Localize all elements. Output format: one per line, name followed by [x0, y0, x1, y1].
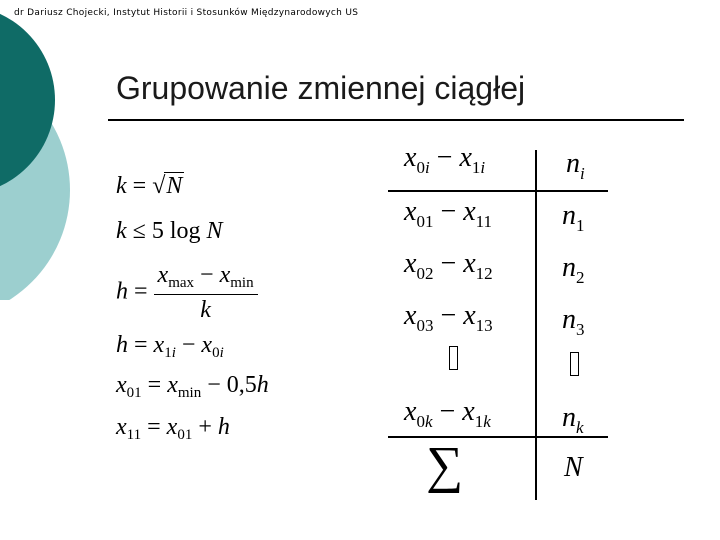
table-total: N	[564, 452, 583, 483]
table-row-count: $n_3$	[562, 304, 585, 339]
table-row-count: $n_1$	[562, 200, 585, 235]
formula-x11: $x_{11} = x_{01} + h$	[116, 414, 230, 443]
formula-log: k ≤ 5 log N	[116, 218, 223, 244]
table-vertical-divider	[535, 150, 537, 500]
table-ellipsis-right	[570, 352, 579, 384]
formula-x01: $x_{01} = x_{min} - 0,5h$	[116, 372, 269, 401]
table-row-interval: $x_{03} - x_{13}$	[404, 300, 493, 335]
table-header-interval: $x_{0i} - x_{1i}$	[404, 142, 486, 177]
formula-h-diff: $h = x_{1i} - x_{0i}$	[116, 332, 224, 361]
slide-title: Grupowanie zmiennej ciągłej	[116, 70, 526, 106]
table-row-count: $n_k$	[562, 402, 584, 437]
table-row-interval: $x_{01} - x_{11}$	[404, 196, 493, 231]
slide-header: dr Dariusz Chojecki, Instytut Historii i Stosunków Międzynarodowych US	[14, 8, 359, 18]
formula-h-range: h = $\frac{x_{max} - x_{min}}{k}$	[116, 262, 258, 324]
table-row-interval: $x_{02} - x_{12}$	[404, 248, 493, 283]
table-header-count: $n_i$	[566, 148, 585, 183]
table-ellipsis-left	[449, 346, 458, 378]
table-row-interval: $x_{0k} - x_{1k}$	[404, 396, 491, 431]
table-row-count: $n_2$	[562, 252, 585, 287]
sum-symbol: ∑	[426, 437, 464, 494]
formula-sqrt: k = √N	[116, 173, 183, 199]
table-header-rule	[388, 190, 608, 192]
